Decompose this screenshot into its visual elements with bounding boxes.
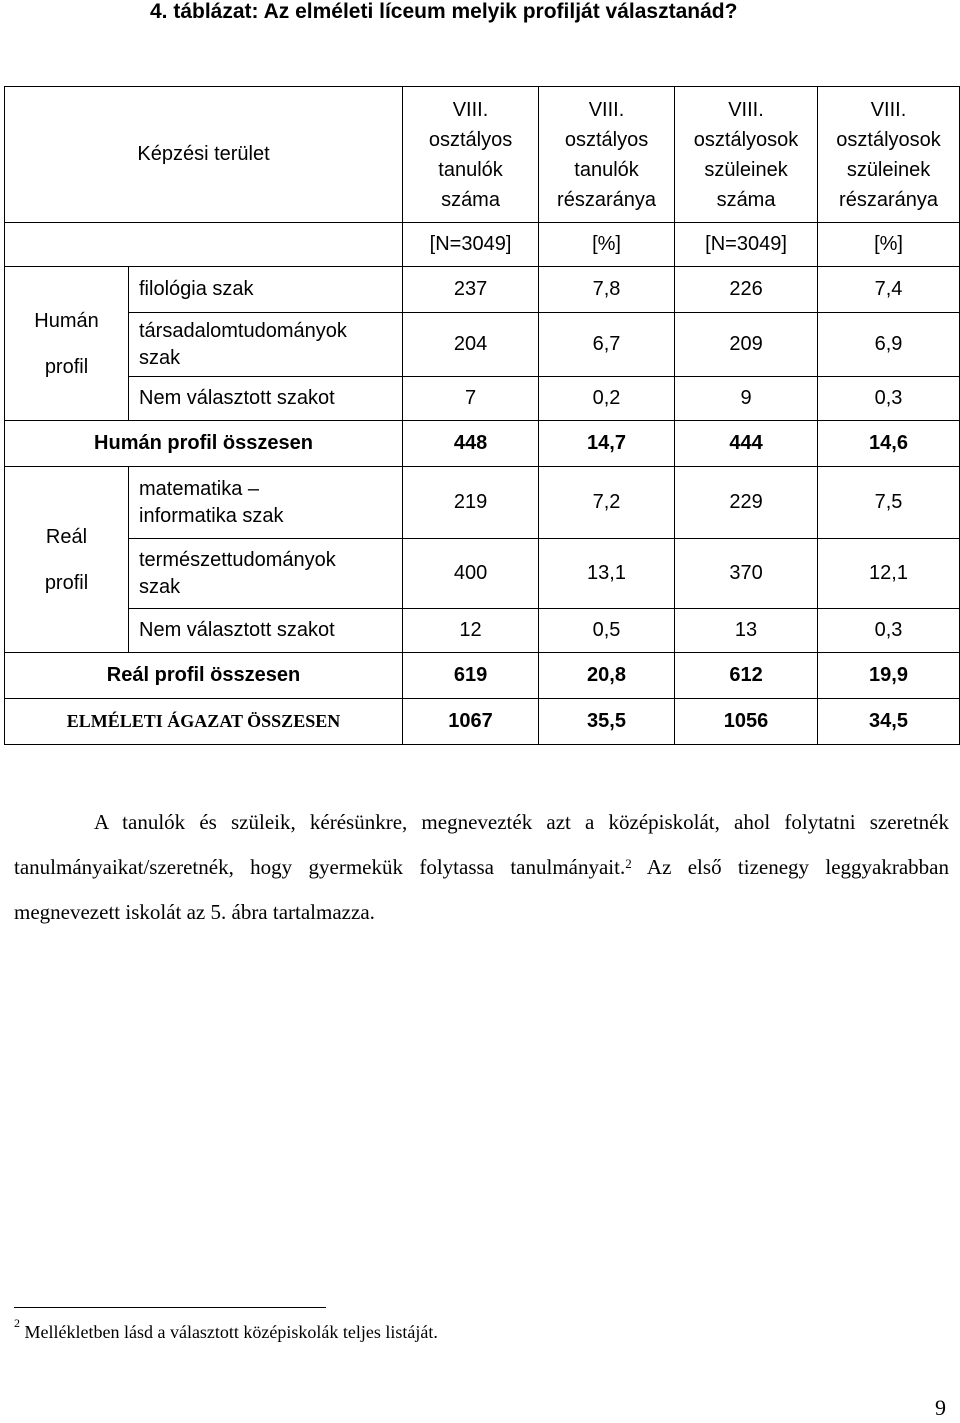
- header-col3: VIII. osztályosok szüleinek száma: [675, 87, 818, 223]
- grand-total-row: ELMÉLETI ÁGAZAT ÖSSZESEN 1067 35,5 1056 34,5: [5, 699, 960, 745]
- page-number: 9: [935, 1395, 946, 1420]
- footnote-divider: [14, 1307, 326, 1308]
- group-label-real: Reál profil: [5, 467, 129, 653]
- table-row: Humán profil filológia szak 237 7,8 226 7,4: [5, 267, 960, 313]
- footnote-ref[interactable]: 2: [625, 856, 632, 871]
- data-table: [4, 86, 960, 745]
- body-paragraph: A tanulók és szüleik, kérésünkre, megnevezték azt a középiskolát, ahol folytatni szeretnék tanulmányaikat/szeretnék, hogy gyermekük folytassa tanulmányait.$^2$ Az első tizenegy leggyakrabban megnevezett iskolát az 5. ábra tartalmazza.: [14, 810, 949, 924]
- table-row: társadalomtudományok szak 204 6,7 209 6,9: [5, 313, 960, 377]
- units-row: [N=3049] [%] [N=3049] [%]: [5, 223, 960, 267]
- subtotal-row-real: Reál profil összesen 619 20,8 612 19,9: [5, 653, 960, 699]
- subtotal-row-human: Humán profil összesen 448 14,7 444 14,6: [5, 421, 960, 467]
- table-row: természettudományok szak 400 13,1 370 12,1: [5, 539, 960, 609]
- header-area: Képzési terület: [5, 87, 403, 223]
- group-label-human: Humán profil: [5, 267, 129, 421]
- header-col1: VIII. osztályos tanulók száma: [403, 87, 539, 223]
- footnote: $^2$ Mellékletben lásd a választott középiskolák teljes listáját.: [14, 1316, 438, 1342]
- table-row: Reál profil matematika – informatika szak 219 7,2 229 7,5: [5, 467, 960, 539]
- table-row: Nem választott szakot 12 0,5 13 0,3: [5, 609, 960, 653]
- header-col4: VIII. osztályosok szüleinek részaránya: [818, 87, 960, 223]
- header-col2: VIII. osztályos tanulók részaránya: [539, 87, 675, 223]
- table-row: Nem választott szakot 7 0,2 9 0,3: [5, 377, 960, 421]
- table-title: 4. táblázat: Az elméleti líceum melyik profilját választanád?: [150, 0, 738, 23]
